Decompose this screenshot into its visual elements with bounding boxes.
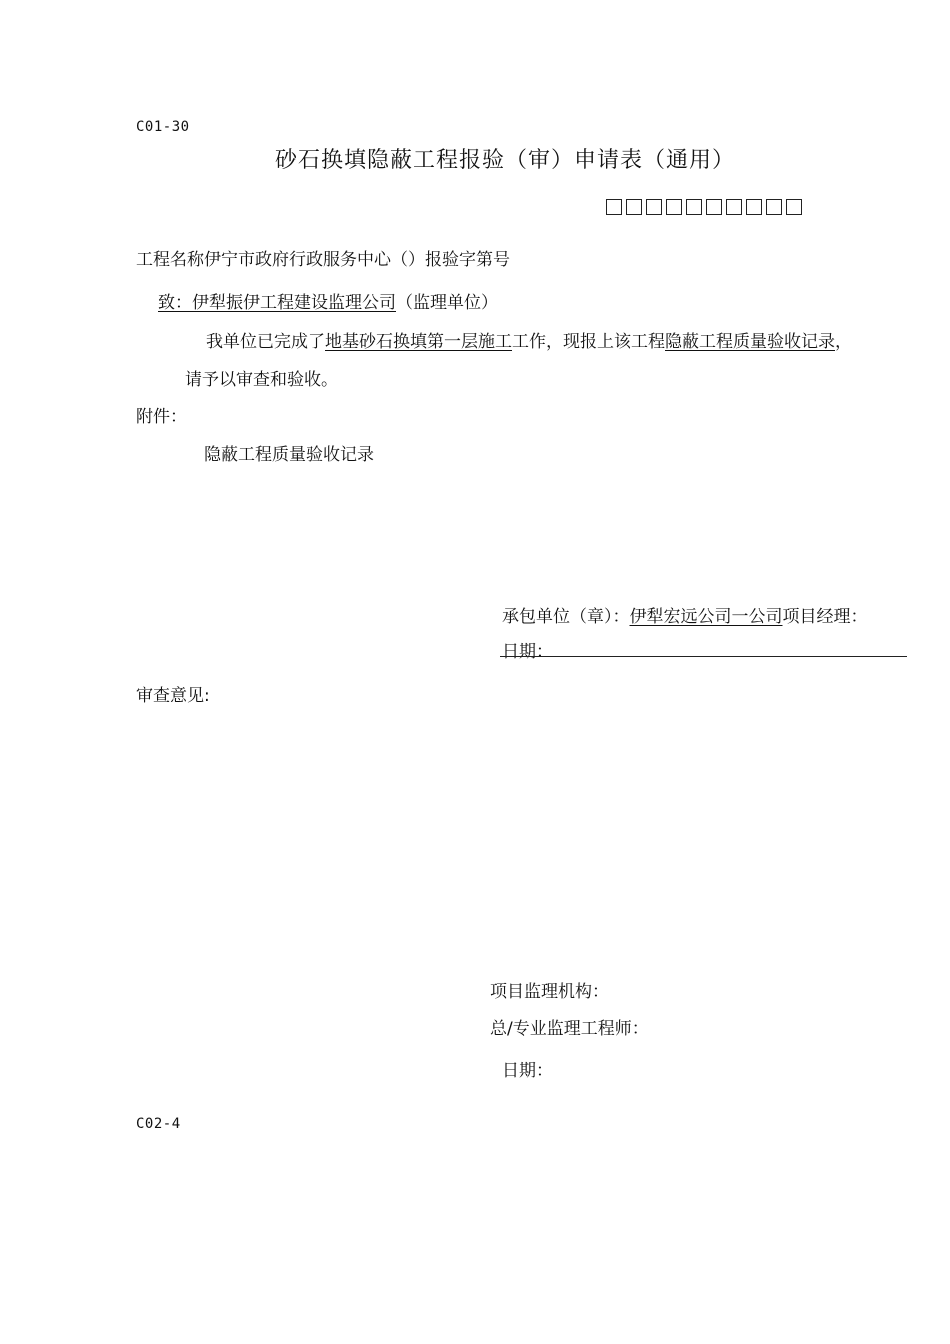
number-box[interactable]: [766, 199, 782, 215]
contractor-date-label: 日期：: [502, 642, 553, 662]
number-box[interactable]: [786, 199, 802, 215]
body-text-b: 工作，现报上该工程: [512, 332, 665, 352]
report-number-boxes[interactable]: [606, 199, 802, 215]
addressee-prefix: 致: [158, 293, 175, 313]
number-box[interactable]: [746, 199, 762, 215]
record-name: 隐蔽工程质量验收记录: [665, 332, 835, 352]
body-text-a: 我单位已完成了: [206, 332, 325, 352]
number-box[interactable]: [646, 199, 662, 215]
completed-work: 地基砂石换填第一层施工: [325, 332, 512, 352]
supervision-org-label: 项目监理机构：: [490, 982, 609, 1002]
contractor-date-underline: [500, 656, 907, 657]
body-text-c: ，: [835, 332, 852, 352]
project-name-line: 工程名称伊宁市政府行政服务中心（）报验字第号: [136, 250, 510, 270]
number-box[interactable]: [726, 199, 742, 215]
number-box[interactable]: [686, 199, 702, 215]
supervisor-company: ：伊犁振伊工程建设监理公司: [175, 293, 396, 313]
supervision-date-label: 日期：: [502, 1061, 553, 1081]
contractor-label: 承包单位（章）：: [502, 607, 630, 627]
number-box[interactable]: [626, 199, 642, 215]
contractor-line: [502, 602, 868, 627]
body-paragraph-line1: [206, 327, 852, 352]
attachment-label: 附件：: [136, 407, 187, 427]
form-code-bottom: C02-4: [136, 1116, 181, 1132]
review-opinion-label: 审查意见:: [136, 686, 210, 706]
number-box[interactable]: [706, 199, 722, 215]
contractor-name: 伊犁宏远公司一公司: [629, 607, 783, 627]
page-title: 砂石换填隐蔽工程报验（审）申请表（通用）: [275, 148, 736, 173]
addressee-suffix: （监理单位）: [396, 293, 498, 313]
addressee-line: [158, 288, 498, 313]
number-box[interactable]: [666, 199, 682, 215]
number-box[interactable]: [606, 199, 622, 215]
attachment-item: 隐蔽工程质量验收记录: [204, 445, 374, 465]
form-code-top: C01-30: [136, 119, 190, 135]
project-manager-label: 项目经理：: [782, 607, 868, 627]
body-paragraph-line2: 请予以审查和验收。: [185, 370, 338, 390]
supervising-engineer-label: 总/专业监理工程师：: [490, 1019, 649, 1039]
